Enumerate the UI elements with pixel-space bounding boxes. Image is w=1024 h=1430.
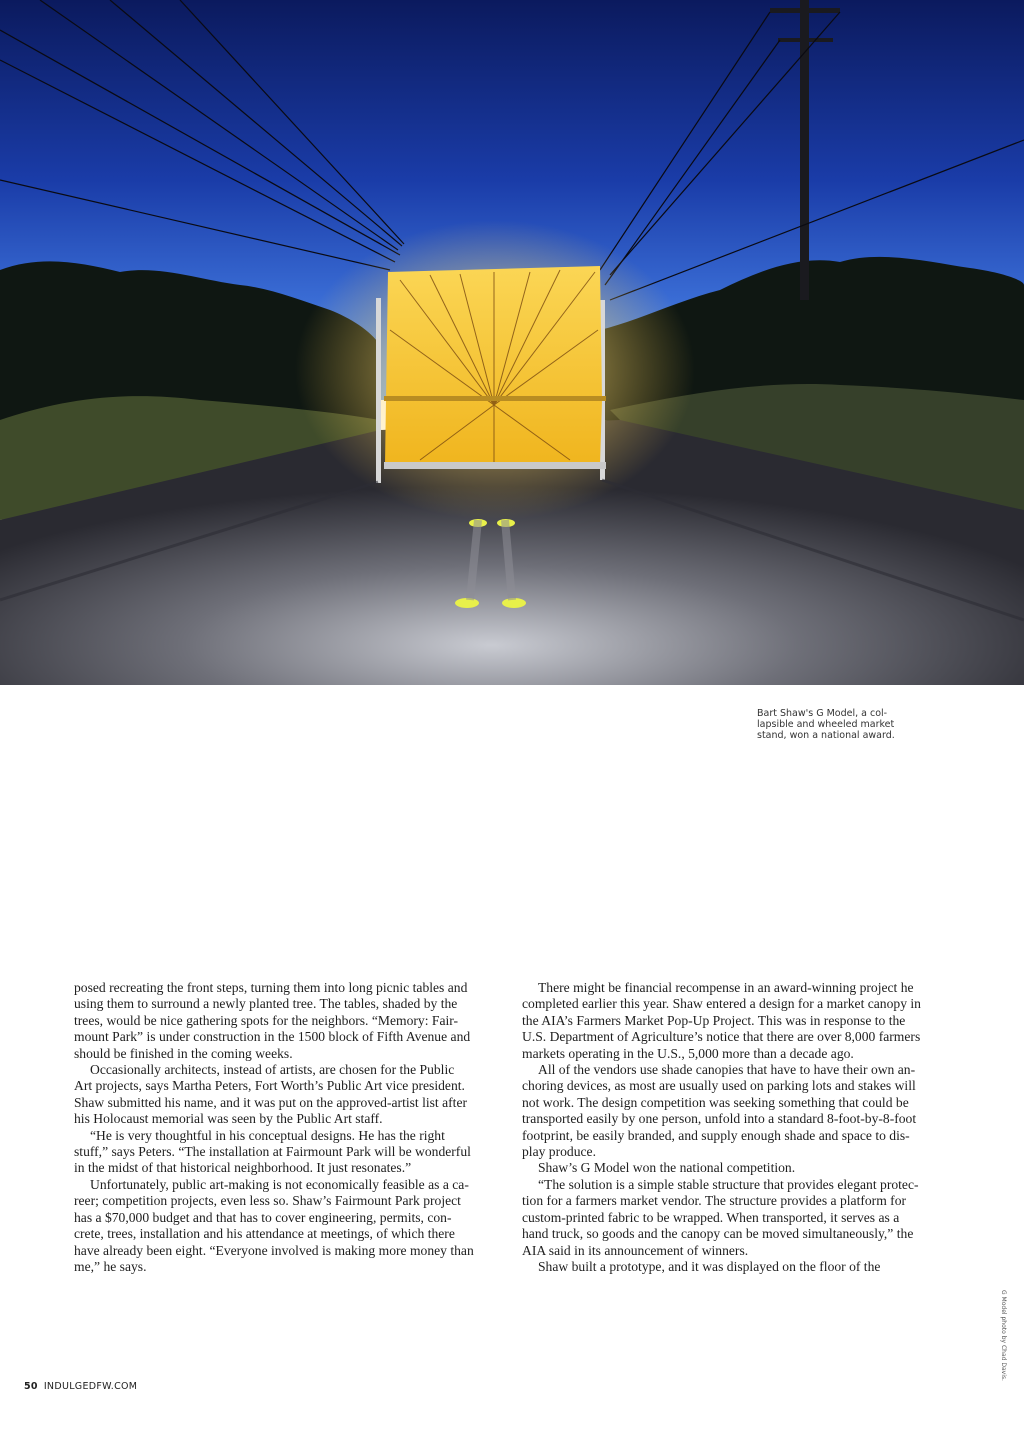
- body-line: “He is very thoughtful in his conceptual designs. He has the right: [90, 1127, 445, 1143]
- page-footer: [24, 1381, 137, 1392]
- body-line: transported easily by one person, unfold into a standard 8-foot-by-8-foot: [522, 1111, 917, 1127]
- body-line: have already been eight. “Everyone involved is making more money than: [74, 1242, 474, 1258]
- body-line: tion for a farmers market vendor. The structure provides a platform for: [522, 1193, 907, 1209]
- page-number: 50: [24, 1381, 38, 1392]
- article-column-right: [522, 980, 952, 1275]
- body-line: posed recreating the front steps, turning them into long picnic tables and: [74, 980, 468, 995]
- body-line: should be finished in the coming weeks.: [74, 1045, 293, 1061]
- body-line: in the midst of that historical neighborhood. It just resonates.”: [74, 1160, 412, 1176]
- body-line: Shaw built a prototype, and it was displayed on the floor of the: [538, 1258, 881, 1274]
- body-line: choring devices, as most are usually used on parking lots and stakes will: [522, 1078, 916, 1094]
- body-line: completed earlier this year. Shaw entered a design for a market canopy in: [522, 996, 921, 1012]
- body-line: Occasionally architects, instead of artists, are chosen for the Public: [90, 1062, 455, 1078]
- body-line: play produce.: [522, 1144, 596, 1160]
- body-line: mount Park” is under construction in the 1500 block of Fifth Avenue and: [74, 1029, 471, 1045]
- body-line: reer; competition projects, even less so. Shaw’s Fairmount Park project: [74, 1193, 461, 1209]
- body-line: Shaw submitted his name, and it was put on the approved-artist list after: [74, 1094, 468, 1110]
- site-url: INDULGEDFW.COM: [43, 1381, 138, 1392]
- body-line: trees, would be nice gathering spots for the neighbors. “Memory: Fair-: [74, 1012, 459, 1028]
- photo-credit: G Model photo by Chad Davis.: [1000, 1290, 1007, 1381]
- article-column-left: [74, 980, 502, 1275]
- body-line: me,” he says.: [74, 1258, 147, 1274]
- photo-credit-container: [999, 1290, 1009, 1430]
- market-canopy-photo: [0, 0, 1024, 685]
- body-line: “The solution is a simple stable structure that provides elegant protec-: [538, 1176, 919, 1192]
- body-line: has a $70,000 budget and that has to cover engineering, permits, con-: [74, 1209, 452, 1225]
- body-line: footprint, be easily branded, and supply enough shade and space to dis-: [522, 1127, 910, 1143]
- body-line: U.S. Department of Agriculture’s notice that there are over 8,000 farmers: [522, 1029, 921, 1045]
- photo-caption: [757, 708, 907, 741]
- body-line: crete, trees, installation and his attendance at meetings, of which there: [74, 1226, 455, 1242]
- body-line: custom-printed fabric to be wrapped. When transported, it serves as a: [522, 1209, 900, 1225]
- caption-line: Bart Shaw's G Model, a col-: [757, 708, 888, 719]
- body-line: Unfortunately, public art-making is not economically feasible as a ca-: [90, 1176, 469, 1192]
- body-line: using them to surround a newly planted tree. The tables, shaded by the: [74, 996, 458, 1012]
- body-line: Shaw’s G Model won the national competition.: [538, 1160, 796, 1176]
- body-line: the AIA’s Farmers Market Pop-Up Project. This was in response to the: [522, 1012, 906, 1028]
- body-line: AIA said in its announcement of winners.: [522, 1242, 749, 1258]
- body-line: hand truck, so goods and the canopy can be moved simultaneously,” the: [522, 1226, 914, 1242]
- caption-line: stand, won a national award.: [757, 730, 895, 741]
- body-line: stuff,” says Peters. “The installation at Fairmount Park will be wonderful: [74, 1144, 471, 1160]
- body-line: his Holocaust memorial was seen by the Public Art staff.: [74, 1111, 383, 1127]
- body-line: All of the vendors use shade canopies that have to have their own an-: [538, 1062, 916, 1078]
- body-line: markets operating in the U.S., 5,000 more than a decade ago.: [522, 1045, 854, 1061]
- body-line: Art projects, says Martha Peters, Fort Worth’s Public Art vice president.: [74, 1078, 465, 1094]
- caption-line: lapsible and wheeled market: [757, 719, 895, 730]
- body-line: There might be financial recompense in an award-winning project he: [538, 980, 914, 995]
- body-line: not work. The design competition was seeking something that could be: [522, 1094, 909, 1110]
